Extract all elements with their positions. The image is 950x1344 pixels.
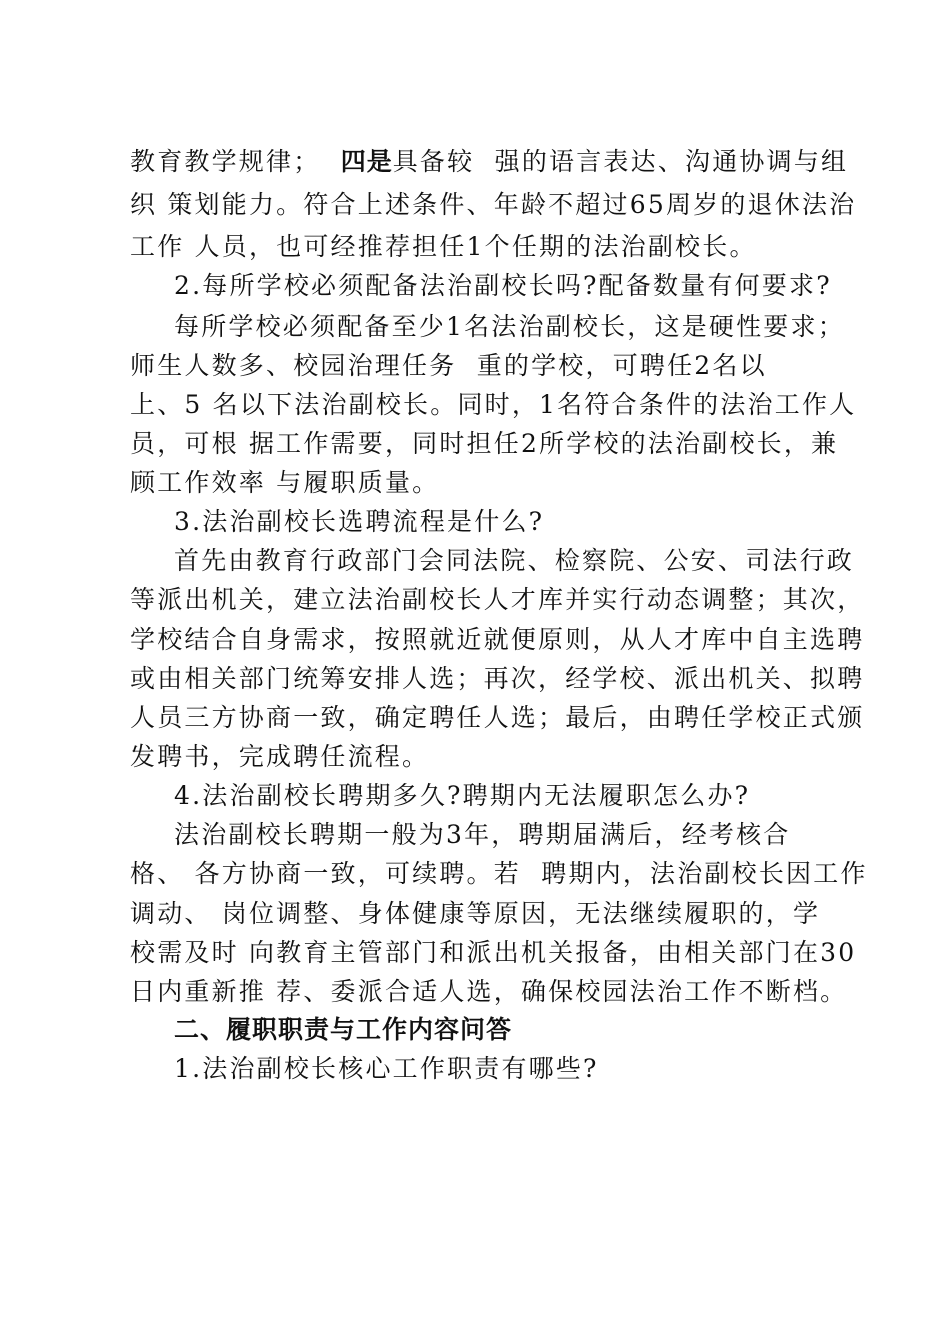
paragraph-line-1 [130, 143, 849, 181]
paragraph-line-12: 等派出机关，建立法治副校长人才库并实行动态调整；其次， [130, 585, 865, 614]
paragraph-line-18: 法治副校长聘期一般为3年，聘期届满后，经考核合 [174, 820, 791, 849]
question-4-heading: 4.法治副校长聘期多久?聘期内无法履职怎么办? [174, 781, 751, 810]
paragraph-line-5: 每所学校必须配备至少1名法治副校长，这是硬性要求； [174, 312, 845, 341]
paragraph-line-7: 上、5 名以下法治副校长。同时，1名符合条件的法治工作人 [130, 390, 857, 419]
line-1-text-b: 具备较 强的语言表达、沟通协调与组 [392, 147, 849, 176]
question-2-heading: 2.每所学校必须配备法治副校长吗?配备数量有何要求? [174, 271, 832, 300]
line-1-text-a: 教育教学规律； [130, 147, 341, 176]
paragraph-line-8: 员，可根 据工作需要，同时担任2所学校的法治副校长，兼 [130, 429, 839, 458]
section-2-question-1: 1.法治副校长核心工作职责有哪些? [174, 1054, 599, 1083]
paragraph-line-9: 顾工作效率 与履职质量。 [130, 468, 440, 497]
paragraph-line-19: 格、 各方协商一致，可续聘。若 聘期内，法治副校长因工作 [130, 859, 868, 888]
paragraph-line-20: 调动、 岗位调整、身体健康等原因，无法继续履职的，学 [130, 899, 821, 928]
question-3-heading: 3.法治副校长选聘流程是什么? [174, 507, 545, 536]
paragraph-line-22: 日内重新推 荐、委派合适人选，确保校园法治工作不断档。 [130, 977, 848, 1006]
paragraph-line-16: 发聘书，完成聘任流程。 [130, 742, 430, 771]
paragraph-line-6: 师生人数多、校园治理任务 重的学校，可聘任2名以 [130, 351, 767, 380]
paragraph-line-13: 学校结合自身需求，按照就近就便原则，从人才库中自主选聘 [130, 625, 865, 654]
paragraph-line-2: 织 策划能力。符合上述条件、年龄不超过65周岁的退休法治 [130, 190, 857, 219]
emphasis-si-shi: 四是 [340, 147, 393, 176]
paragraph-line-15: 人员三方协商一致，确定聘任人选；最后，由聘任学校正式颁 [130, 703, 865, 732]
paragraph-line-3: 工作 人员，也可经推荐担任1个任期的法治副校长。 [130, 232, 757, 261]
section-2-heading: 二、履职职责与工作内容问答 [174, 1015, 513, 1044]
paragraph-line-14: 或由相关部门统筹安排人选；再次，经学校、派出机关、拟聘 [130, 664, 865, 693]
paragraph-line-11: 首先由教育行政部门会同法院、检察院、公安、司法行政 [174, 546, 855, 575]
paragraph-line-21: 校需及时 向教育主管部门和派出机关报备，由相关部门在30 [130, 938, 857, 967]
